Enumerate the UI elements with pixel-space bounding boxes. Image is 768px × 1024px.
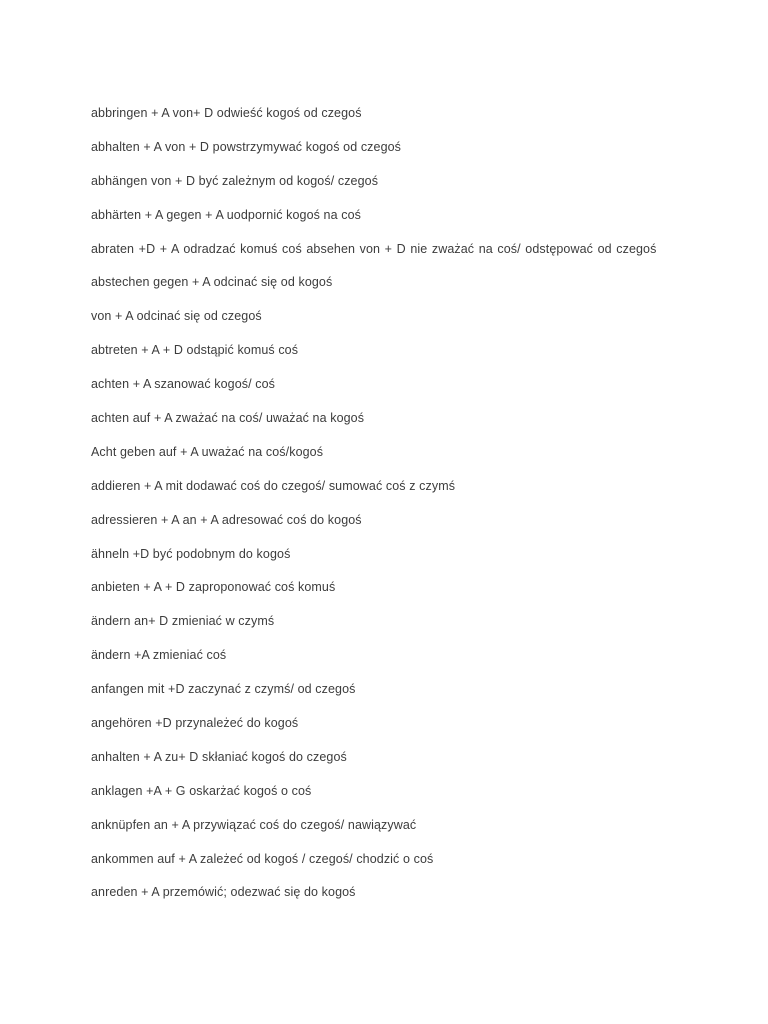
vocab-entry: achten auf + A zważać na coś/ uważać na kogoś — [91, 411, 365, 426]
vocab-entry: abbringen + A von+ D odwieść kogoś od czegoś — [91, 106, 362, 120]
vocab-entry: anklagen +A + G oskarżać kogoś o coś — [91, 783, 312, 798]
vocab-entry: anfangen mit +D zaczynać z czymś/ od czegoś — [91, 682, 356, 697]
vocab-entry: abhalten + A von + D powstrzymywać kogoś od czegoś — [91, 139, 402, 154]
vocab-entry: abhärten + A gegen + A uodpornić kogoś na coś — [91, 207, 361, 222]
vocab-entry: von + A odcinać się od czegoś — [91, 309, 262, 324]
vocab-entry: abtreten + A + D odstąpić komuś coś — [91, 343, 299, 358]
vocab-entry: anhalten + A zu+ D skłaniać kogoś do czegoś — [91, 749, 347, 764]
vocab-entry: Acht geben auf + A uważać na coś/kogoś — [91, 444, 324, 459]
vocab-entry: abhängen von + D być zależnym od kogoś/ czegoś — [91, 173, 379, 188]
vocab-entry: angehören +D przynależeć do kogoś — [91, 716, 299, 731]
vocab-entry: ändern +A zmieniać coś — [91, 648, 227, 663]
vocab-entry: achten + A szanować kogoś/ coś — [91, 377, 276, 392]
vocab-entry: ähneln +D być podobnym do kogoś — [91, 546, 291, 561]
vocab-entry: addieren + A mit dodawać coś do czegoś/ sumować coś z czymś — [91, 478, 456, 493]
vocab-entry: ändern an+ D zmieniać w czymś — [91, 614, 275, 629]
vocab-entry: abraten +D + A odradzać komuś coś absehen von + D nie zważać na coś/ odstępować od czegoś — [91, 241, 657, 256]
vocab-entry: ankommen auf + A zależeć od kogoś / czegoś/ chodzić o coś — [91, 851, 434, 866]
vocab-entry: anreden + A przemówić; odezwać się do kogoś — [91, 885, 356, 900]
vocab-entry: anbieten + A + D zaproponować coś komuś — [91, 580, 336, 595]
vocab-entry: adressieren + A an + A adresować coś do kogoś — [91, 512, 362, 527]
vocabulary-list — [91, 104, 691, 917]
vocab-entry: abstechen gegen + A odcinać się od kogoś — [91, 275, 333, 290]
vocab-entry: anknüpfen an + A przywiązać coś do czegoś/ nawiązywać — [91, 817, 417, 832]
